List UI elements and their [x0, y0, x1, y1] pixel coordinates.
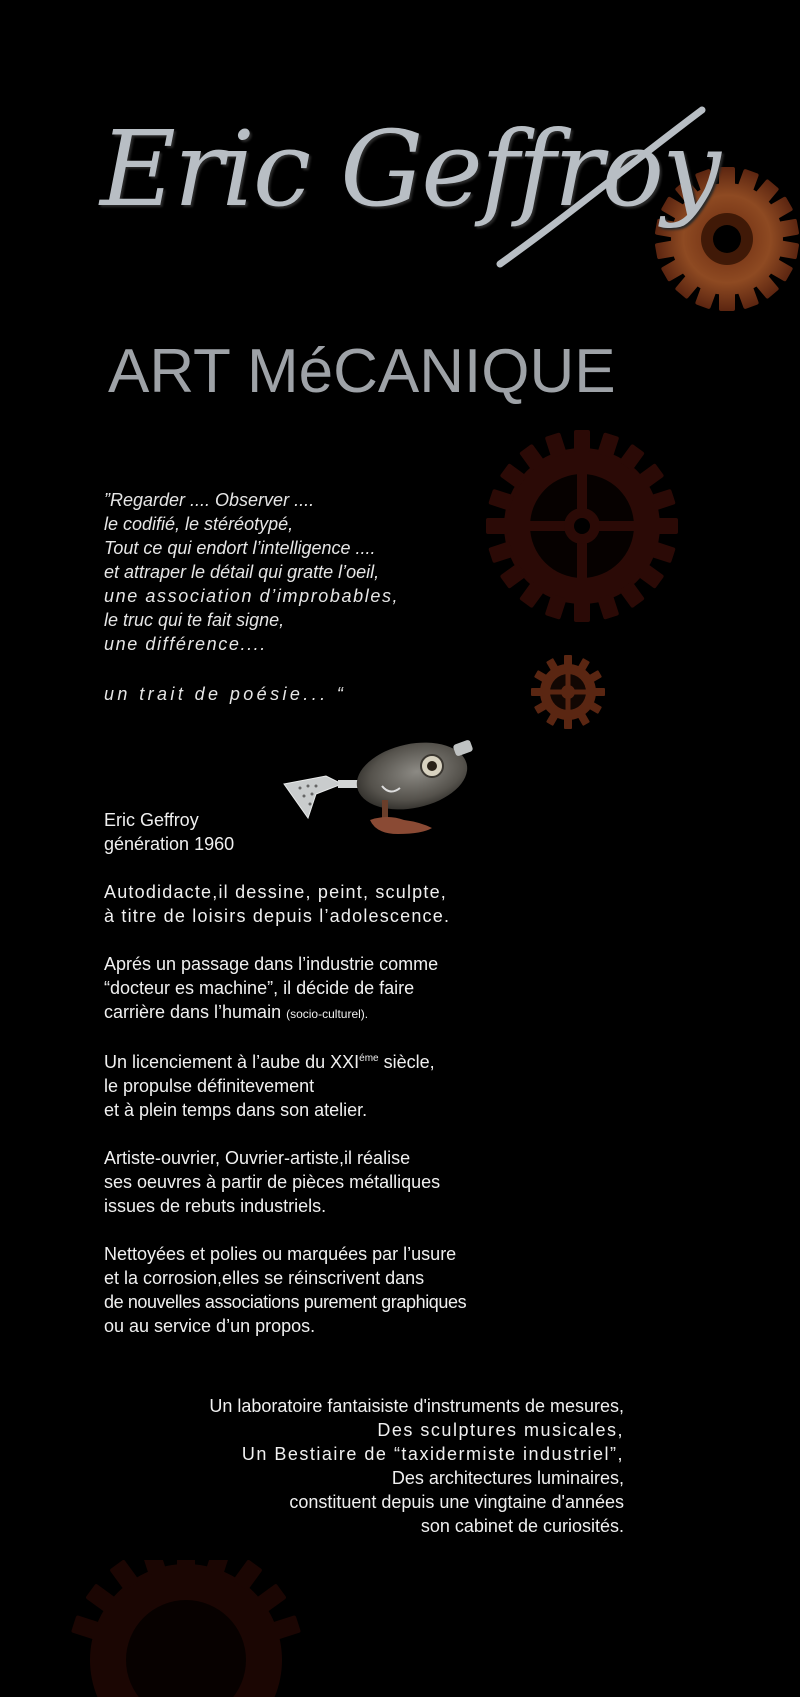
collection-line: Des architectures luminaires, — [391, 1468, 624, 1488]
bio-paragraph — [104, 1242, 494, 1338]
bio-line — [104, 1050, 494, 1074]
bio-line: Aprés un passage dans l’industrie comme — [104, 954, 439, 974]
bio-line: et la corrosion,elles se réinscrivent dans — [104, 1268, 425, 1288]
bio-superscript: éme — [359, 1053, 379, 1064]
poem-line: une différence.... — [104, 634, 267, 654]
collection-line: Un Bestiaire de “taxidermiste industriel”, — [241, 1444, 624, 1464]
poem-line: une association d’improbables, — [104, 586, 400, 606]
bio-line: Autodidacte,il dessine, peint, sculpte, — [104, 882, 447, 902]
gear-icon — [56, 1560, 316, 1697]
bio-small-text: (socio-culturel). — [286, 1007, 369, 1021]
collection-description — [209, 1394, 624, 1538]
bio-line: Nettoyées et polies ou marquées par l’usure — [104, 1244, 457, 1264]
bio-line: issues de rebuts industriels. — [104, 1196, 327, 1216]
poem-line: le truc qui te fait signe, — [104, 610, 285, 630]
bio-line: et à plein temps dans son atelier. — [104, 1100, 368, 1120]
bio-text: carrière dans l’humain — [104, 1002, 287, 1022]
poem-line: Tout ce qui endort l’intelligence .... — [104, 538, 376, 558]
bio-paragraph — [104, 1146, 494, 1218]
artist-generation: génération 1960 — [104, 834, 235, 854]
bio-line: “docteur es machine”, il décide de faire — [104, 978, 415, 998]
gear-icon — [484, 428, 680, 624]
bio-paragraph — [104, 880, 494, 928]
bio-line: de nouvelles associations purement graphiques — [104, 1292, 467, 1312]
signature-swash — [480, 104, 710, 274]
bio-paragraph — [104, 952, 494, 1026]
collection-line: Un laboratoire fantaisiste d'instruments de mesures, — [209, 1396, 624, 1416]
poem-final-line: un trait de poésie... “ — [104, 684, 347, 704]
bio-line: ses oeuvres à partir de pièces métalliques — [104, 1172, 441, 1192]
bio-text: Un licenciement à l’aube du XXI — [104, 1052, 360, 1072]
bio-paragraph — [104, 1050, 494, 1122]
bio-line: Artiste-ouvrier, Ouvrier-artiste,il réalise — [104, 1148, 411, 1168]
collection-line: constituent depuis une vingtaine d'années — [289, 1492, 624, 1512]
signature-logo: Eric Geffroy — [100, 108, 719, 230]
bio-line: ou au service d’un propos. — [104, 1316, 316, 1336]
poem-line: ”Regarder .... Observer .... — [104, 490, 315, 510]
collection-line: son cabinet de curiosités. — [420, 1516, 624, 1536]
bio-intro — [104, 808, 494, 856]
bio-line: à titre de loisirs depuis l’adolescence. — [104, 906, 451, 926]
poem — [104, 488, 399, 706]
gear-icon — [530, 654, 606, 730]
bio-text: siècle, — [378, 1052, 435, 1072]
bio-line — [104, 1000, 494, 1026]
poem-gap — [104, 656, 399, 682]
bio-line: le propulse définitevement — [104, 1076, 315, 1096]
biography — [104, 808, 494, 1362]
poem-line: et attraper le détail qui gratte l’oeil, — [104, 562, 380, 582]
collection-line: Des sculptures musicales, — [377, 1420, 624, 1440]
page-title: ART MéCANIQUE — [108, 337, 616, 406]
poem-line: le codifié, le stéréotypé, — [104, 514, 294, 534]
artist-name: Eric Geffroy — [104, 810, 199, 830]
